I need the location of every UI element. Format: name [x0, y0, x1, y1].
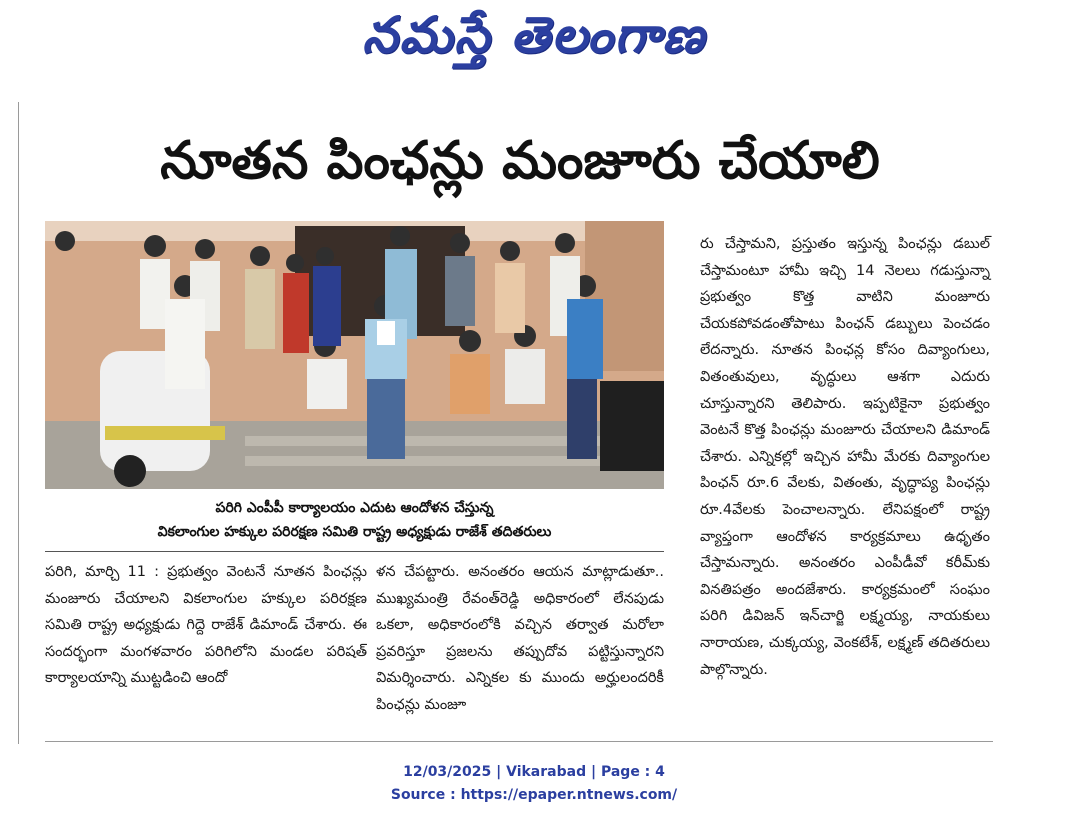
article-headline: నూతన పింఛన్లు మంజూరు చేయాలి [160, 130, 880, 191]
article-photo [45, 221, 664, 489]
article-column-3 [700, 231, 990, 683]
photo-caption-line: పరిగి ఎంపీపీ కార్యాలయం ఎదుట ఆందోళన చేస్తున్న [215, 500, 494, 516]
article-paragraph: పరిగి, మార్చి 11 : ప్రభుత్వం వెంటనే నూతన పింఛన్లు మంజూరు చేయాలని వికలాంగుల హక్కుల పరిరక్షణ సమితి రాష్ట్ర అధ్యక్షుడు గిద్దె రాజేశ్ డిమాండ్ చేశారు. ఈ సందర్భంగా మంగళవారం పరిగిలోని మండల పరిషత్ కార్యాలయాన్ని ముట్టడించి ఆందో [45, 564, 367, 687]
newspaper-logo: నమస్తే తెలంగాణ [362, 5, 706, 64]
article-column-1 [45, 559, 367, 692]
source-link[interactable]: Source : https://epaper.ntnews.com/ [390, 787, 678, 803]
masthead [0, 6, 1068, 76]
page-divider-bottom [45, 741, 993, 742]
article-paragraph: ళన చేపట్టారు. అనంతరం ఆయన మాట్లాడుతూ.. ముఖ్యమంత్రి రేవంత్‌రెడ్డి అధికారంలో లేనపుడు ఒకలా, అధికారంలోకి వచ్చిన తర్వాత మరోలా ప్రవరిస్తూ ప్రజలను తప్పుదోవ పట్టిస్తున్నారని విమర్శించారు. ఎన్నికల కు ముందు అర్హులందరికీ పింఛన్లు మంజూ [376, 564, 664, 713]
photo-caption [45, 489, 664, 552]
edition-info: 12/03/2025 | Vikarabad | Page : 4 [403, 764, 665, 780]
photo-caption-line: వికలాంగుల హక్కుల పరిరక్షణ సమితి రాష్ట్ర అధ్యక్షుడు రాజేశ్ తదితరులు [157, 524, 552, 540]
article-paragraph: రు చేస్తామని, ప్రస్తుతం ఇస్తున్న పింఛన్లు డబుల్ చేస్తామంటూ హామీ ఇచ్చి 14 నెలలు గడుస్తున్నా ప్రభుత్వం కొత్త వాటిని మంజూరు చేయకపోవడంతోపాటు పింఛన్ డబ్బులు పెంచడం లేదన్నారు. నూతన పింఛన్ల కోసం దివ్యాంగులు, వితంతువులు, వృద్ధులు ఆశగా ఎదురు చూస్తున్నారని తెలిపారు. ఇప్పటికైనా ప్రభుత్వం వెంటనే కొత్త పింఛన్లు మంజూరు చేయాలని డిమాండ్ చేశారు. ఎన్నికల్లో ఇచ్చిన హామీ మేరకు దివ్యాంగుల పింఛన్ రూ.6 వేలకు, వితంతు, వృద్ధాప్య పింఛన్లు రూ.4వేలకు పెంచాలన్నారు. లేనిపక్షంలో రాష్ట్ర వ్యాప్తంగా ఆందోళన కార్యక్రమాలు ఉధృతం చేస్తామన్నారు. అనంతరం ఎంపీడీవో కరీమ్‌కు వినతిపత్రం అందజేశారు. కార్యక్రమంలో సంఘం పరిగి డివిజన్ ఇన్‌చార్జి లక్ష్మయ్య, నాయకులు నారాయణ, చుక్కయ్య, వెంకటేశ్, లక్ష్మణ్ తదితరులు పాల్గొన్నారు. [700, 236, 990, 678]
page-divider-left [18, 102, 19, 744]
article-column-2 [376, 559, 664, 719]
